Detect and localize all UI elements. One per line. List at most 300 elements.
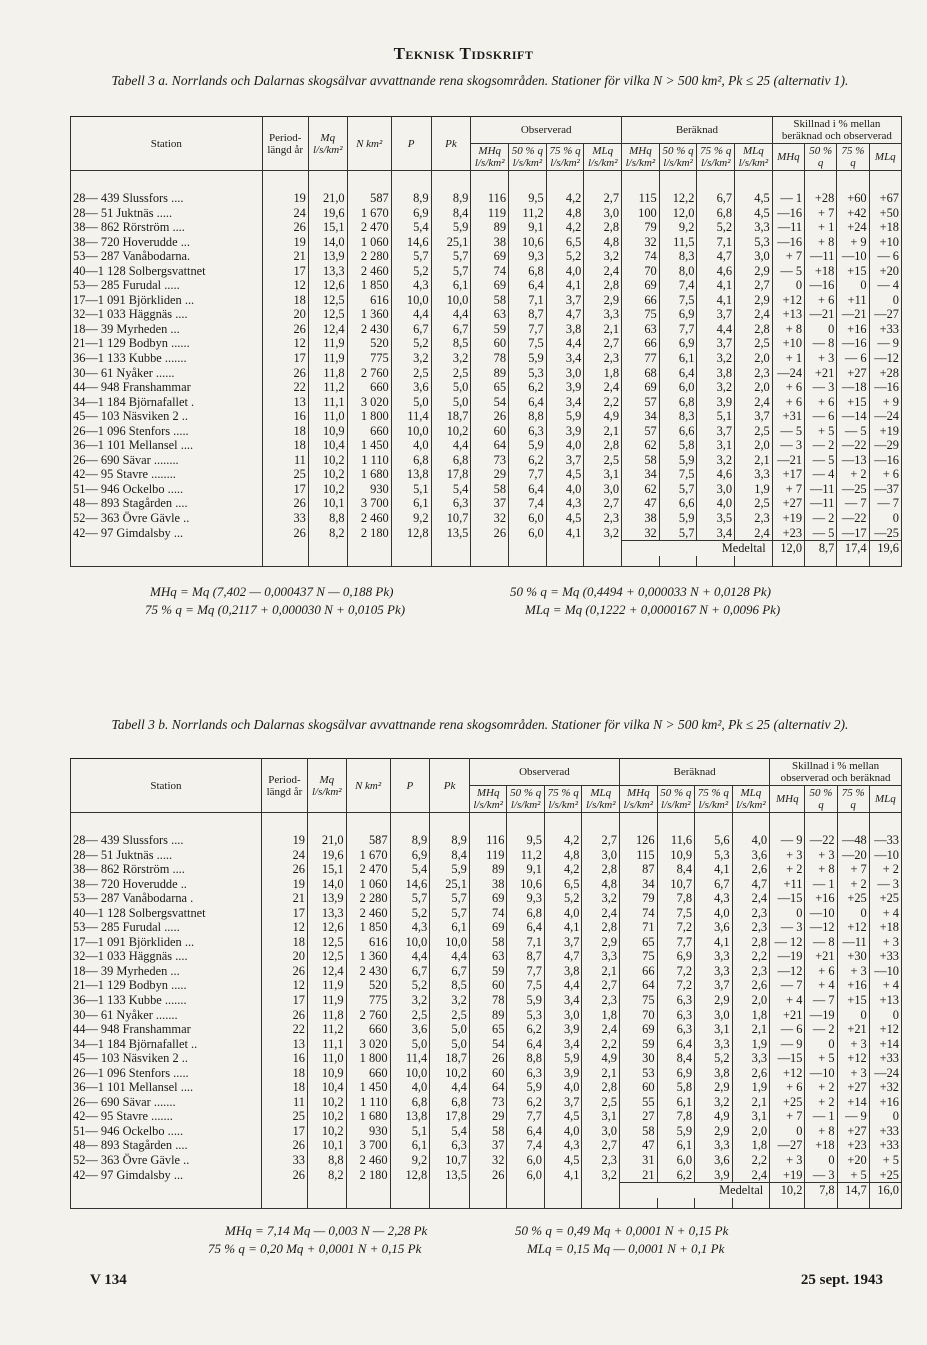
value-cell: 70 <box>620 1008 658 1023</box>
value-cell: 2,7 <box>582 978 620 993</box>
value-cell: 2,4 <box>582 906 620 921</box>
table-row <box>71 351 902 366</box>
header-diff-1: 50 % q <box>805 144 837 171</box>
spacer-cell <box>772 171 804 192</box>
value-cell: 29 <box>471 467 509 482</box>
value-cell: 2,7 <box>584 496 622 511</box>
value-cell: 26 <box>262 496 308 511</box>
value-cell: 25 <box>261 1109 307 1124</box>
value-cell: 6,5 <box>546 235 584 250</box>
value-cell: 69 <box>622 380 660 395</box>
value-cell: 11,8 <box>308 366 347 381</box>
header-observed-2: 75 % q l/s/km² <box>546 144 584 171</box>
value-cell: 69 <box>622 278 660 293</box>
spacer-cell <box>469 1198 507 1209</box>
value-cell: —10 <box>869 848 901 863</box>
value-cell: 11,8 <box>307 1008 346 1023</box>
value-cell: 10,6 <box>509 235 547 250</box>
value-cell: 5,8 <box>657 1080 695 1095</box>
value-cell: 2,2 <box>582 1037 620 1052</box>
header-diff-3: MLq <box>869 144 901 171</box>
value-cell: 5,0 <box>390 1037 430 1052</box>
value-cell: +27 <box>837 1080 869 1095</box>
spacer-cell <box>837 171 869 192</box>
spacer-cell <box>509 171 547 192</box>
table-a <box>70 116 902 567</box>
value-cell: +17 <box>772 467 804 482</box>
value-cell: — 5 <box>805 453 837 468</box>
value-cell: 4,4 <box>430 1080 470 1095</box>
value-cell: + 2 <box>805 1080 837 1095</box>
value-cell: +25 <box>869 891 901 906</box>
value-cell: 2,8 <box>732 935 770 950</box>
value-cell: + 9 <box>869 395 901 410</box>
value-cell: 126 <box>620 833 658 848</box>
value-cell: 2,1 <box>584 322 622 337</box>
formula-b-mhq: MHq = 7,14 Mq — 0,003 N — 2,28 Pk <box>225 1223 428 1238</box>
value-cell: — 6 <box>770 1022 805 1037</box>
spacer-cell <box>471 556 509 567</box>
value-cell: 15,1 <box>307 862 346 877</box>
value-cell: —17 <box>837 526 869 541</box>
value-cell: 74 <box>469 906 507 921</box>
station-cell: 53— 285 Furudal ..... <box>73 920 180 935</box>
value-cell: 4,8 <box>582 877 620 892</box>
value-cell: 69 <box>471 278 509 293</box>
value-cell: 5,3 <box>735 235 773 250</box>
value-cell: 32 <box>471 511 509 526</box>
station-cell: 48— 893 Stagården .... <box>73 496 188 511</box>
value-cell: 21 <box>261 891 307 906</box>
value-cell: 8,7 <box>507 949 545 964</box>
table-row <box>71 235 902 250</box>
value-cell: 6,2 <box>507 1095 545 1110</box>
value-cell: —18 <box>837 380 869 395</box>
value-cell: 660 <box>347 380 391 395</box>
value-cell: 4,6 <box>697 264 735 279</box>
value-cell: + 6 <box>805 395 837 410</box>
value-cell: 3,0 <box>584 482 622 497</box>
value-cell: 3,2 <box>582 891 620 906</box>
value-cell: +18 <box>805 1138 837 1153</box>
value-cell: 17 <box>262 264 308 279</box>
value-cell: 2,9 <box>584 293 622 308</box>
header-observed-0: MHq l/s/km² <box>469 786 507 813</box>
mean-blank-cell <box>391 541 431 556</box>
value-cell: 5,1 <box>390 1124 430 1139</box>
value-cell: —10 <box>869 964 901 979</box>
header-observed-1: 50 % q l/s/km² <box>509 144 547 171</box>
value-cell: 4,5 <box>735 191 773 206</box>
value-cell: 25,1 <box>430 877 470 892</box>
value-cell: 58 <box>471 293 509 308</box>
value-cell: 6,5 <box>544 877 582 892</box>
value-cell: — 2 <box>805 1022 837 1037</box>
value-cell: 6,0 <box>659 380 697 395</box>
value-cell: 4,5 <box>546 511 584 526</box>
table-row <box>71 395 902 410</box>
station-cell: 40—1 128 Solbergsvattnet <box>73 905 206 920</box>
value-cell: + 3 <box>805 848 837 863</box>
value-cell: 63 <box>471 307 509 322</box>
value-cell: 10,2 <box>308 482 347 497</box>
header-diff-2: 75 % q <box>837 144 869 171</box>
spacer-cell <box>507 813 545 834</box>
spacer-cell <box>430 813 470 834</box>
value-cell: 520 <box>346 978 390 993</box>
value-cell: —33 <box>869 833 901 848</box>
station-cell: 26—1 096 Stenfors ..... <box>73 423 189 438</box>
spacer-cell <box>584 556 622 567</box>
value-cell: — 7 <box>805 993 837 1008</box>
value-cell: 21 <box>620 1168 658 1183</box>
value-cell: 2,7 <box>735 278 773 293</box>
value-cell: 10,1 <box>308 496 347 511</box>
value-cell: — 2 <box>805 511 837 526</box>
station-cell: 28— 439 Slussfors .... <box>73 833 184 847</box>
value-cell: 7,4 <box>659 278 697 293</box>
value-cell: 6,7 <box>391 322 431 337</box>
spacer-cell <box>695 813 733 834</box>
value-cell: +13 <box>869 993 901 1008</box>
value-cell: + 1 <box>772 351 804 366</box>
value-cell: 19 <box>262 235 308 250</box>
value-cell: 3,3 <box>735 467 773 482</box>
value-cell: 7,5 <box>507 978 545 993</box>
value-cell: —16 <box>772 235 804 250</box>
value-cell: + 7 <box>772 482 804 497</box>
value-cell: +16 <box>869 1095 901 1110</box>
value-cell: 11,4 <box>390 1051 430 1066</box>
value-cell: 3 020 <box>346 1037 390 1052</box>
spacer-cell <box>869 556 901 567</box>
value-cell: 2,3 <box>582 993 620 1008</box>
value-cell: 4,0 <box>546 264 584 279</box>
table-row <box>71 264 902 279</box>
value-cell: +32 <box>869 1080 901 1095</box>
value-cell: 29 <box>469 1109 507 1124</box>
value-cell: 13 <box>262 395 308 410</box>
value-cell: 11 <box>261 1095 307 1110</box>
value-cell: —22 <box>805 833 837 848</box>
spacer-cell <box>837 813 869 834</box>
value-cell: 10,6 <box>507 877 545 892</box>
value-cell: + 2 <box>837 877 869 892</box>
mean-blank-cell <box>544 1183 582 1198</box>
value-cell: 3,1 <box>697 438 735 453</box>
value-cell: 2,1 <box>732 1022 770 1037</box>
value-cell: 115 <box>622 191 660 206</box>
value-cell: 3,4 <box>546 351 584 366</box>
value-cell: 2,6 <box>732 1066 770 1081</box>
value-cell: 12,8 <box>390 1168 430 1183</box>
table-b <box>70 758 902 1209</box>
value-cell: 18 <box>262 293 308 308</box>
value-cell: 8,2 <box>307 1168 346 1183</box>
value-cell: +28 <box>805 191 837 206</box>
value-cell: 71 <box>620 920 658 935</box>
value-cell: +33 <box>869 1051 901 1066</box>
value-cell: + 4 <box>869 906 901 921</box>
value-cell: 5,2 <box>544 891 582 906</box>
value-cell: 6,8 <box>509 264 547 279</box>
value-cell: 12,5 <box>308 307 347 322</box>
value-cell: 9,5 <box>507 833 545 848</box>
value-cell: 6,4 <box>507 1124 545 1139</box>
value-cell: 6,4 <box>509 482 547 497</box>
value-cell: 5,4 <box>391 220 431 235</box>
spacer-cell <box>697 171 735 192</box>
value-cell: 7,7 <box>659 322 697 337</box>
value-cell: 4,1 <box>544 920 582 935</box>
spacer-cell <box>509 556 547 567</box>
table-row <box>71 1153 902 1168</box>
value-cell: 2,5 <box>735 424 773 439</box>
spacer-cell <box>546 171 584 192</box>
value-cell: + 8 <box>805 235 837 250</box>
value-cell: —21 <box>837 307 869 322</box>
value-cell: 3,0 <box>697 482 735 497</box>
value-cell: 26 <box>471 526 509 541</box>
value-cell: 4,2 <box>544 862 582 877</box>
value-cell: 78 <box>471 351 509 366</box>
value-cell: 2,8 <box>582 1080 620 1095</box>
value-cell: 38 <box>471 235 509 250</box>
value-cell: 54 <box>469 1037 507 1052</box>
station-cell: 17—1 091 Björkliden ... <box>73 934 195 949</box>
value-cell: 26 <box>261 964 307 979</box>
value-cell: — 1 <box>805 877 837 892</box>
value-cell: 17 <box>262 351 308 366</box>
value-cell: 2,4 <box>732 1168 770 1183</box>
value-cell: + 5 <box>805 424 837 439</box>
value-cell: —16 <box>869 453 901 468</box>
spacer-cell <box>262 556 308 567</box>
value-cell: +15 <box>837 993 869 1008</box>
table-row <box>71 409 902 424</box>
header-pk: Pk <box>430 759 470 813</box>
value-cell: 8,9 <box>391 191 431 206</box>
value-cell: 6,1 <box>657 1138 695 1153</box>
value-cell: 75 <box>620 949 658 964</box>
value-cell: 26 <box>262 322 308 337</box>
value-cell: 5,2 <box>546 249 584 264</box>
value-cell: 0 <box>869 511 901 526</box>
value-cell: 13 <box>261 1037 307 1052</box>
value-cell: 69 <box>471 249 509 264</box>
value-cell: 10,4 <box>308 438 347 453</box>
station-cell: 38— 862 Rörström .... <box>73 220 185 235</box>
station-cell: 17—1 091 Björkliden ... <box>73 292 195 307</box>
value-cell: + 7 <box>837 862 869 877</box>
header-diff-1: 50 % q <box>805 786 837 813</box>
value-cell: 7,4 <box>507 1138 545 1153</box>
value-cell: 59 <box>471 322 509 337</box>
value-cell: +21 <box>770 1008 805 1023</box>
value-cell: 4,3 <box>695 891 733 906</box>
value-cell: 26 <box>261 1168 307 1183</box>
spacer-cell <box>837 1198 869 1209</box>
value-cell: +23 <box>772 526 804 541</box>
value-cell: 5,0 <box>430 1037 470 1052</box>
value-cell: 8,4 <box>430 848 470 863</box>
spacer-cell <box>431 171 471 192</box>
header-difference: Skillnad i % mellan observerad och beräknad <box>770 759 902 786</box>
value-cell: 24 <box>261 848 307 863</box>
value-cell: 10,9 <box>307 1066 346 1081</box>
value-cell: +19 <box>772 511 804 526</box>
value-cell: 2,8 <box>584 438 622 453</box>
value-cell: 2,4 <box>735 395 773 410</box>
value-cell: 0 <box>837 278 869 293</box>
value-cell: 5,3 <box>695 848 733 863</box>
value-cell: 2,9 <box>582 935 620 950</box>
value-cell: 10,2 <box>307 1109 346 1124</box>
station-cell: 21—1 129 Bodbyn ...... <box>73 336 190 351</box>
value-cell: 3,2 <box>697 351 735 366</box>
spacer-cell <box>307 813 346 834</box>
value-cell: —25 <box>869 526 901 541</box>
value-cell: +19 <box>869 424 901 439</box>
value-cell: 13,3 <box>307 906 346 921</box>
value-cell: — 1 <box>805 1109 837 1124</box>
spacer-cell <box>391 556 431 567</box>
value-cell: 6,4 <box>509 278 547 293</box>
value-cell: 64 <box>620 978 658 993</box>
value-cell: 66 <box>620 964 658 979</box>
value-cell: +31 <box>772 409 804 424</box>
value-cell: 4,1 <box>544 1168 582 1183</box>
value-cell: 1 360 <box>346 949 390 964</box>
value-cell: + 2 <box>805 1095 837 1110</box>
value-cell: + 6 <box>869 467 901 482</box>
value-cell: +33 <box>869 949 901 964</box>
value-cell: 2,8 <box>582 862 620 877</box>
value-cell: 0 <box>805 1153 837 1168</box>
value-cell: 4,0 <box>391 438 431 453</box>
value-cell: 89 <box>469 862 507 877</box>
header-calculated-0: MHq l/s/km² <box>622 144 660 171</box>
station-cell: 28— 51 Juktnäs ..... <box>73 847 173 862</box>
value-cell: —16 <box>837 336 869 351</box>
value-cell: 25 <box>262 467 308 482</box>
value-cell: 8,4 <box>657 1051 695 1066</box>
value-cell: 10,1 <box>307 1138 346 1153</box>
value-cell: 0 <box>869 1008 901 1023</box>
value-cell: — 6 <box>837 351 869 366</box>
header-diff-0: MHq <box>772 144 804 171</box>
value-cell: 79 <box>622 220 660 235</box>
value-cell: 3,6 <box>695 1153 733 1168</box>
value-cell: 3 700 <box>346 1138 390 1153</box>
value-cell: 4,0 <box>546 482 584 497</box>
value-cell: +16 <box>837 322 869 337</box>
value-cell: 2,1 <box>584 424 622 439</box>
value-cell: 3,2 <box>697 380 735 395</box>
table-row <box>71 906 902 921</box>
value-cell: + 3 <box>869 935 901 950</box>
spacer-cell <box>544 1198 582 1209</box>
table-row <box>71 453 902 468</box>
value-cell: 65 <box>469 1022 507 1037</box>
value-cell: —21 <box>772 453 804 468</box>
value-cell: 26 <box>262 220 308 235</box>
spacer-cell <box>695 1198 733 1209</box>
value-cell: 18,7 <box>430 1051 470 1066</box>
value-cell: 3,7 <box>544 935 582 950</box>
spacer-cell <box>659 556 697 567</box>
value-cell: 2,4 <box>732 891 770 906</box>
value-cell: 10,9 <box>308 424 347 439</box>
value-cell: 2,6 <box>732 978 770 993</box>
value-cell: + 6 <box>770 1080 805 1095</box>
value-cell: 3,3 <box>584 307 622 322</box>
value-cell: +18 <box>805 264 837 279</box>
value-cell: 6,9 <box>659 336 697 351</box>
value-cell: — 3 <box>869 877 901 892</box>
value-cell: 2,0 <box>735 351 773 366</box>
value-cell: 6,9 <box>390 848 430 863</box>
value-cell: 21,0 <box>308 191 347 206</box>
value-cell: +23 <box>837 1138 869 1153</box>
table-row <box>71 482 902 497</box>
value-cell: 5,2 <box>391 336 431 351</box>
value-cell: 8,8 <box>507 1051 545 1066</box>
station-cell: 51— 946 Ockelbo ..... <box>73 481 184 496</box>
value-cell: 4,4 <box>697 322 735 337</box>
value-cell: + 6 <box>805 293 837 308</box>
value-cell: 4,2 <box>544 833 582 848</box>
spacer-cell <box>584 171 622 192</box>
table-row <box>71 366 902 381</box>
value-cell: 2,7 <box>582 833 620 848</box>
table-row <box>71 891 902 906</box>
value-cell: 6,1 <box>659 351 697 366</box>
value-cell: 1,8 <box>732 1138 770 1153</box>
value-cell: +11 <box>770 877 805 892</box>
value-cell: 2,8 <box>584 278 622 293</box>
spacer-cell <box>346 1198 390 1209</box>
value-cell: — 3 <box>805 1168 837 1183</box>
station-cell: 36—1 133 Kubbe ....... <box>73 351 187 366</box>
spacer-cell <box>582 1198 620 1209</box>
value-cell: 11,9 <box>307 978 346 993</box>
value-cell: 4,5 <box>544 1109 582 1124</box>
station-cell: 34—1 184 Björnafallet . <box>73 394 195 409</box>
value-cell: 64 <box>469 1080 507 1095</box>
value-cell: 119 <box>471 206 509 221</box>
value-cell: 77 <box>622 351 660 366</box>
value-cell: 34 <box>622 409 660 424</box>
station-cell: 40—1 128 Solbergsvattnet <box>73 263 206 278</box>
value-cell: + 7 <box>770 1109 805 1124</box>
value-cell: 5,0 <box>431 395 471 410</box>
value-cell: 0 <box>805 322 837 337</box>
spacer-cell <box>657 813 695 834</box>
value-cell: 13,8 <box>391 467 431 482</box>
value-cell: 38 <box>469 877 507 892</box>
value-cell: 3,4 <box>544 993 582 1008</box>
value-cell: 3,6 <box>732 848 770 863</box>
value-cell: 3,7 <box>697 307 735 322</box>
value-cell: 4,4 <box>544 978 582 993</box>
station-cell: 38— 720 Hoverudde ... <box>73 234 191 249</box>
value-cell: 6,1 <box>657 1095 695 1110</box>
value-cell: 9,2 <box>391 511 431 526</box>
value-cell: +18 <box>869 920 901 935</box>
value-cell: +25 <box>770 1095 805 1110</box>
value-cell: 87 <box>620 862 658 877</box>
